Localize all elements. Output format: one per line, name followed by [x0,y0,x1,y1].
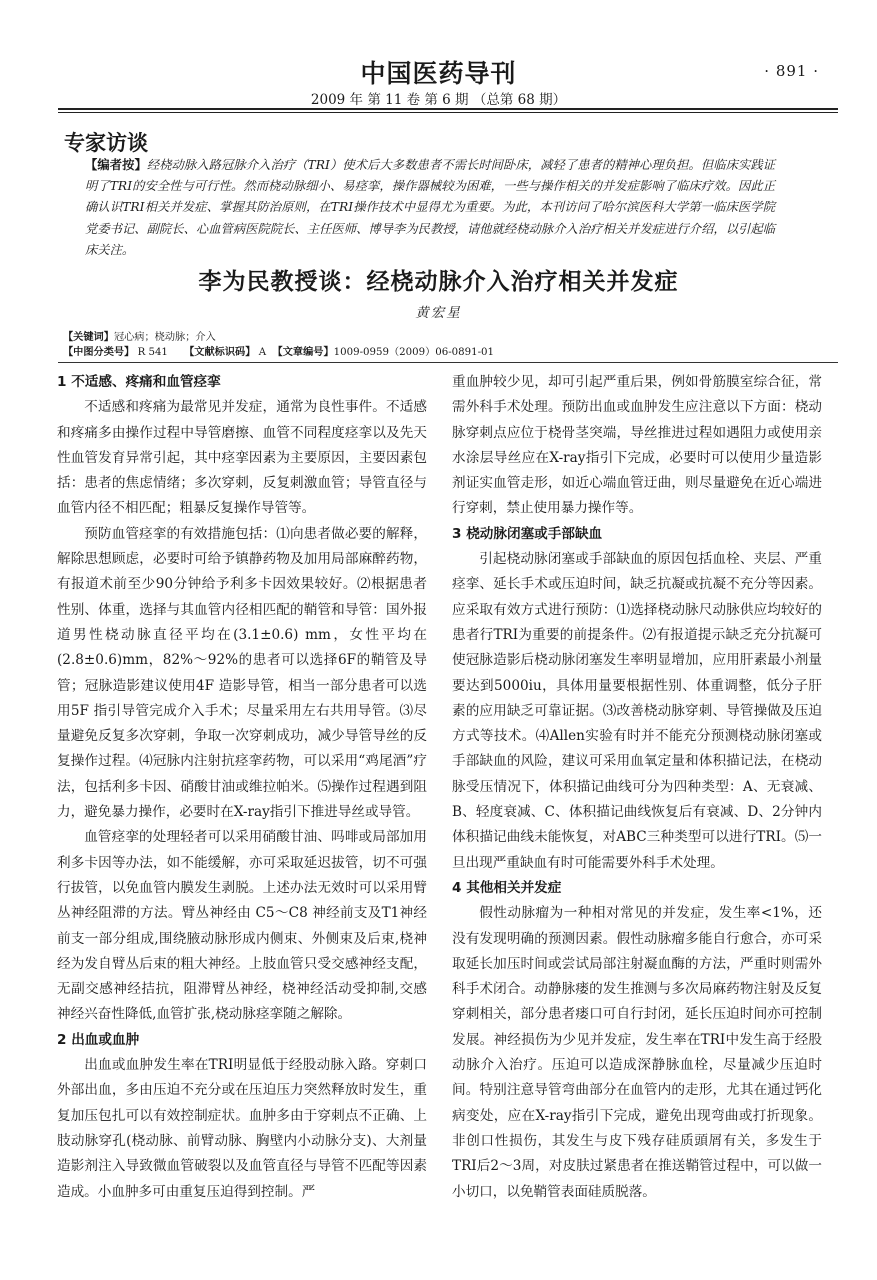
header-rule [58,108,838,110]
section-4-heading: 4 其他相关并发症 [452,879,562,896]
clc-label: 【中图分类号】 [63,346,135,358]
left-column [57,370,427,1205]
article-author: 黄宏星 [415,305,462,321]
editor-note-text: 经桡动脉入路冠脉介入治疗（TRI）使术后大多数患者不需长时间卧床，减轻了患者的精神心理负担。但临床实践证明了TRI的安全性与可行性。然而桡动脉细小、易痉挛，操作器械较为困难，一些与操作相关的并发症影响了临床疗效。因此正确认识TRI相关并发症、掌握其防治原则，在TRI操作技术中显得尤为重要。为此，本刊访问了哈尔滨医科大学第一临床医学院党委书记、副院长、心血管病医院院长、主任医师、博导李为民教授，请他就经桡动脉介入治疗相关并发症进行介绍，以引起临床关注。 [85,158,775,257]
editor-note [85,154,775,261]
section-1-paragraph-1: 不适感和疼痛为最常见并发症，通常为良性事件。不适感和疼痛多由操作过程中导管磨擦、血管不同程度痉挛以及先天性血管发育异常引起，其中痉挛因素为主要原因，主要因素包括：患者的焦虑情绪；多次穿刺，反复刺激血管；导管直径与血管内径不相匹配；粗暴反复操作导管等。 [57,399,427,517]
article-no-value: 1009-0959（2009）06-0891-01 [333,347,494,358]
section-1-heading: 1 不适感、疼痛和血管痉挛 [57,374,221,390]
article-title: 李为民教授谈：经桡动脉介入治疗相关并发症 [198,269,679,295]
section-3-heading: 3 桡动脉闭塞或手部缺血 [452,525,603,542]
classification-line [63,346,494,359]
doc-code-value: A [258,347,267,358]
section-label: 专家访谈 [64,131,148,155]
header-rule-thin [58,112,838,113]
page-number: · 891 · [764,62,819,80]
keywords-line [63,331,216,344]
journal-name: 中国医药导刊 [360,59,517,88]
article-no-label: 【文章编号】 [272,346,334,358]
doc-code-label: 【文献标识码】 [184,346,256,358]
meta-divider [58,362,838,363]
section-4-paragraph-1: 假性动脉瘤为一种相对常见的并发症，发生率<1%，还没有发现明确的预测因素。假性动脉瘤多能自行愈合，亦可采取延长加压时间或尝试局部注射凝血酶的方法，严重时则需外科手术闭合。动静脉瘘的发生推测与多次局麻药物注射及反复穿刺相关，部分患者瘘口可自行封闭，延长压迫时间亦可控制发展。神经损伤为少见并发症，发生率在TRI中发生高于经股动脉介入治疗。压迫可以造成深静脉血栓，尽量减少压迫时间。特别注意导管弯曲部分在血管内的走形，尤其在通过钙化病变处，应在X-ray指引下完成，避免出现弯曲或打折现象。非创口性损伤，其发生与皮下残存硅质頭屑有关，多发生于TRI后2～3周，对皮肤过紧患者在推送鞘管过程中，可以做一小切口，以免鞘管表面硅质脱落。 [452,905,822,1200]
keywords-label: 【关键词】 [63,331,114,343]
section-2-paragraph-1-continued: 重血肿较少见，却可引起严重后果，例如骨筋膜室综合征，常需外科手术处理。预防出血或血肿发生应注意以下方面：桡动脉穿刺点应位于桡骨茎突端，导丝推进过程如遇阻力或使用亲水涂层导丝应在X-ray指引下完成，必要时可以使用少量造影剂证实血管走形，如近心端血管迂曲，则尽量避免在近心端进行穿刺，禁止使用暴力操作等。 [452,374,822,517]
right-column [452,370,822,1205]
editor-note-label: 【编者按】 [85,157,147,172]
clc-value: R 541 [137,347,168,358]
issue-line: 2009 年 第 11 卷 第 6 期 （总第 68 期） [310,92,567,108]
keywords: 冠心病；桡动脉；介入 [113,332,216,343]
section-2-heading: 2 出血或血肿 [57,1031,140,1048]
section-1-paragraph-3: 血管痉挛的处理轻者可以采用硝酸甘油、吗啡或局部加用利多卡因等办法，如不能缓解，亦可采取延迟拔管，切不可强行拔管，以免血管内膜发生剥脱。上述办法无效时可以采用臂丛神经阻滞的方法。臂丛神经由 C5～C8 神经前支及T1神经前支一部分组成,围绕腋动脉形成内侧束、外侧束及后束,桡神经为发自臂丛后束的粗大神经。上肢血管只受交感神经支配，无副交感神经拮抗，阻滞臂丛神经，桡神经活动受抑制,交感神经兴奋性降低,血管扩张,桡动脉痉挛随之解除。 [57,829,427,1023]
section-1-paragraph-2: 预防血管痉挛的有效措施包括：⑴向患者做必要的解释，解除思想顾虑，必要时可给予镇静药物及加用局部麻醉药物，有报道术前至少90分钟给予利多卡因效果较好。⑵根据患者性别、体重，选择与其血管内径相匹配的鞘管和导管：国外报道男性桡动脉直径平均在(3.1±0.6) mm，女性平均在(2.8±0.6)mm，82%～92%的患者可以选择6F的鞘管及导管；冠脉造影建议使用4F 造影导管，相当一部分患者可以选用5F 指引导管完成介入手术；尽量采用左右共用导管。⑶尽量避免反复多次穿刺，争取一次穿刺成功，减少导管导丝的反复操作过程。⑷冠脉内注射抗痉挛药物，可以采用“鸡尾酒”疗法，包括利多卡因、硝酸甘油或维拉帕米。⑸操作过程遇到阻力，避免暴力操作，必要时在X-ray指引下推进导丝或导管。 [57,525,427,821]
section-3-paragraph-1: 引起桡动脉闭塞或手部缺血的原因包括血栓、夹层、严重痉挛、延长手术或压迫时间，缺乏抗凝或抗凝不充分等因素。应采取有效方式进行预防：⑴选择桡动脉尺动脉供应均较好的患者行TRI为重要的前提条件。⑵有报道提示缺乏充分抗凝可使冠脉造影后桡动脉闭塞发生率明显增加，应用肝素最小剂量要达到5000iu，具体用量要根据性别、体重调整，低分子肝素的应用缺乏可靠证据。⑶改善桡动脉穿刺、导管操做及压迫方式等技术。⑷Allen实验有时并不能充分预测桡动脉闭塞或手部缺血的风险，建议可采用血氧定量和体积描记法，在桡动脉受压情况下，体积描记曲线可分为四种类型：A、无衰减、B、轻度衰减、C、体积描记曲线恢复后有衰减、D、2分钟内体积描记曲线未能恢复，对ABC三种类型可以进行TRI。⑸一旦出现严重缺血有时可能需要外科手术处理。 [452,551,822,871]
section-2-paragraph-1: 出血或血肿发生率在TRI明显低于经股动脉入路。穿刺口外部出血，多由压迫不充分或在压迫压力突然释放时发生，重复加压包扎可以有效控制症状。血肿多由于穿刺点不正确、上肢动脉穿孔(桡动脉、前臂动脉、胸壁内小动脉分支)、大剂量造影剂注入导致微血管破裂以及血管直径与导管不匹配等因素造成。小血肿多可由重复压迫得到控制。严 [57,1057,427,1200]
